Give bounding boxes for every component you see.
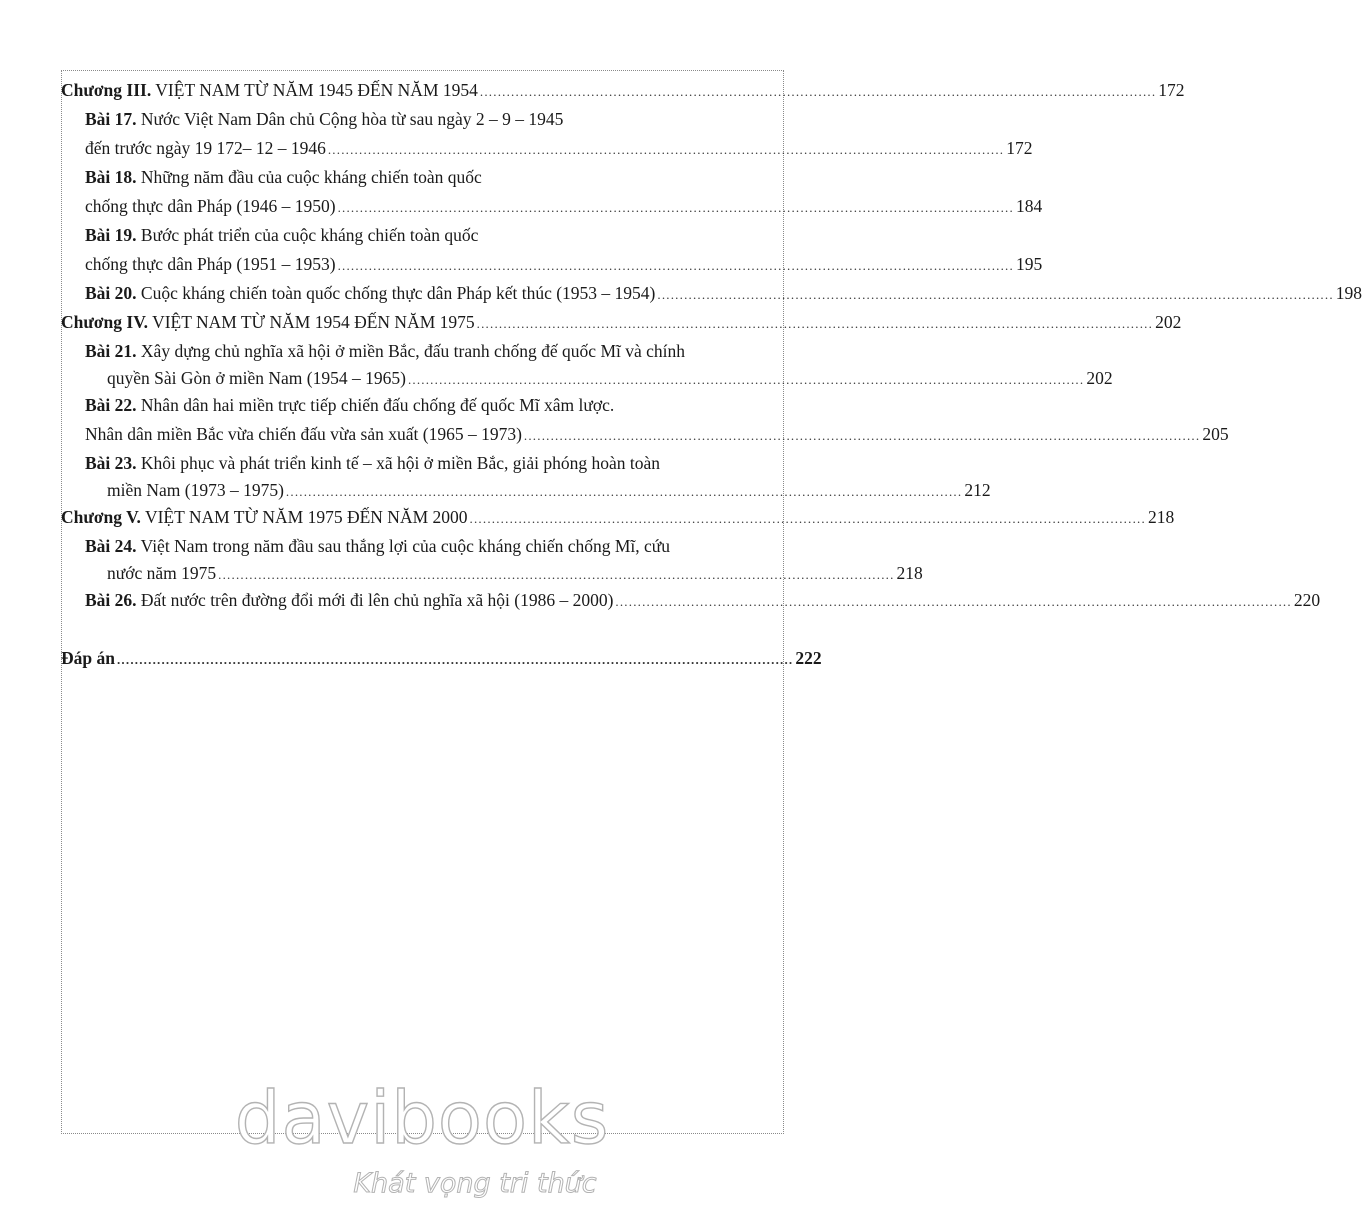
page-number: 220: [1293, 590, 1321, 610]
watermark-brand: davibooks: [234, 1076, 610, 1160]
page-number: 212: [964, 480, 991, 500]
chapter-title: VIỆT NAM TỪ NĂM 1954 ĐẾN NĂM 1975: [152, 312, 475, 332]
toc-chapter-3[interactable]: [61, 76, 1185, 105]
page-number: 195: [1015, 254, 1043, 274]
lesson-label: Bài 19.: [85, 225, 137, 245]
toc-lesson-26[interactable]: [61, 586, 1321, 615]
page-number: 202: [1155, 312, 1182, 332]
lesson-title: Khôi phục và phát triển kinh tế – xã hội ở miền Bắc, giải phóng hoàn toàn: [140, 453, 660, 473]
spacer: [61, 615, 786, 644]
lesson-label: Bài 20.: [85, 283, 137, 303]
toc-lesson-23-cont[interactable]: [61, 478, 991, 503]
lesson-title-cont: Nhân dân miền Bắc vừa chiến đấu vừa sản xuất (1965 – 1973): [85, 424, 522, 444]
toc-lesson-18-cont[interactable]: [61, 192, 1043, 221]
toc-chapter-5[interactable]: [61, 503, 1175, 532]
lesson-title: Đất nước trên đường đổi mới đi lên chủ nghĩa xã hội (1986 – 2000): [140, 590, 614, 610]
dot-leader: ........................................................................................................................................................: [407, 372, 1085, 387]
lesson-title: Nhân dân hai miền trực tiếp chiến đấu chống đế quốc Mĩ xâm lược.: [140, 395, 615, 415]
lesson-label: Bài 22.: [85, 395, 137, 415]
lesson-label: Bài 26.: [85, 590, 137, 610]
page-number: 198: [1335, 283, 1362, 303]
dot-leader: ........................................................................................................................................................: [476, 316, 1154, 331]
page-number: 172: [1158, 80, 1185, 100]
toc-lesson-17[interactable]: [61, 105, 786, 134]
table-of-contents: [61, 76, 1362, 673]
chapter-label: Chương V.: [61, 507, 141, 527]
chapter-label: Chương IV.: [61, 312, 148, 332]
page-number: 184: [1015, 196, 1043, 216]
page-number: 202: [1086, 368, 1113, 388]
dot-leader: ........................................................................................................................................................: [479, 84, 1157, 99]
chapter-title: VIỆT NAM TỪ NĂM 1975 ĐẾN NĂM 2000: [144, 507, 468, 527]
toc-lesson-23[interactable]: [61, 449, 786, 478]
lesson-title-cont: đến trước ngày 19 172– 12 – 1946: [85, 138, 326, 158]
dot-leader: ........................................................................................................................................................: [116, 652, 794, 667]
chapter-label: Chương III.: [61, 80, 152, 100]
lesson-title-cont: chống thực dân Pháp (1946 – 1950): [85, 196, 336, 216]
dot-leader: ........................................................................................................................................................: [615, 594, 1292, 609]
toc-lesson-20[interactable]: [61, 279, 1362, 308]
toc-lesson-19-cont[interactable]: [61, 250, 1043, 279]
dot-leader: ........................................................................................................................................................: [469, 511, 1146, 526]
toc-lesson-22-cont[interactable]: [61, 420, 1229, 449]
lesson-title-cont: chống thực dân Pháp (1951 – 1953): [85, 254, 336, 274]
toc-lesson-24[interactable]: [61, 532, 786, 561]
lesson-label: Bài 24.: [85, 536, 137, 556]
toc-lesson-17-cont[interactable]: [61, 134, 1033, 163]
dot-leader: ........................................................................................................................................................: [218, 567, 895, 582]
dot-leader: ........................................................................................................................................................: [657, 287, 1334, 302]
lesson-title: Xây dựng chủ nghĩa xã hội ở miền Bắc, đấu tranh chống đế quốc Mĩ và chính: [140, 341, 686, 361]
chapter-title: VIỆT NAM TỪ NĂM 1945 ĐẾN NĂM 1954: [155, 80, 478, 100]
dot-leader: ........................................................................................................................................................: [523, 428, 1201, 443]
answers-label: Đáp án: [61, 648, 115, 668]
page-number: 205: [1202, 424, 1229, 444]
lesson-title: Bước phát triển của cuộc kháng chiến toàn quốc: [140, 225, 479, 245]
dot-leader: ........................................................................................................................................................: [337, 258, 1014, 273]
lesson-title: Nước Việt Nam Dân chủ Cộng hòa từ sau ngày 2 – 9 – 1945: [140, 109, 564, 129]
toc-chapter-4[interactable]: [61, 308, 1182, 337]
lesson-title-cont: miền Nam (1973 – 1975): [107, 480, 284, 500]
toc-lesson-21[interactable]: [61, 337, 786, 366]
page-number: 222: [795, 648, 822, 668]
lesson-title: Những năm đầu của cuộc kháng chiến toàn quốc: [140, 167, 482, 187]
toc-lesson-18[interactable]: [61, 163, 786, 192]
toc-lesson-19[interactable]: [61, 221, 786, 250]
dot-leader: ........................................................................................................................................................: [337, 200, 1014, 215]
toc-answers[interactable]: [61, 644, 822, 673]
page-number: 172: [1006, 138, 1033, 158]
lesson-label: Bài 18.: [85, 167, 137, 187]
lesson-label: Bài 23.: [85, 453, 137, 473]
lesson-label: Bài 17.: [85, 109, 137, 129]
page-number: 218: [1147, 507, 1175, 527]
watermark-tagline: Khát vọng tri thức: [353, 1168, 597, 1199]
toc-lesson-21-cont[interactable]: [61, 366, 1113, 391]
lesson-title: Cuộc kháng chiến toàn quốc chống thực dân Pháp kết thúc (1953 – 1954): [140, 283, 656, 303]
lesson-label: Bài 21.: [85, 341, 137, 361]
dot-leader: ........................................................................................................................................................: [327, 142, 1005, 157]
lesson-title-cont: quyền Sài Gòn ở miền Nam (1954 – 1965): [107, 368, 406, 388]
toc-lesson-24-cont[interactable]: [61, 561, 923, 586]
lesson-title-cont: nước năm 1975: [107, 563, 217, 583]
page-number: 218: [896, 563, 923, 583]
toc-lesson-22[interactable]: [61, 391, 786, 420]
dot-leader: ........................................................................................................................................................: [285, 484, 963, 499]
lesson-title: Việt Nam trong năm đầu sau thắng lợi của cuộc kháng chiến chống Mĩ, cứu: [140, 536, 671, 556]
